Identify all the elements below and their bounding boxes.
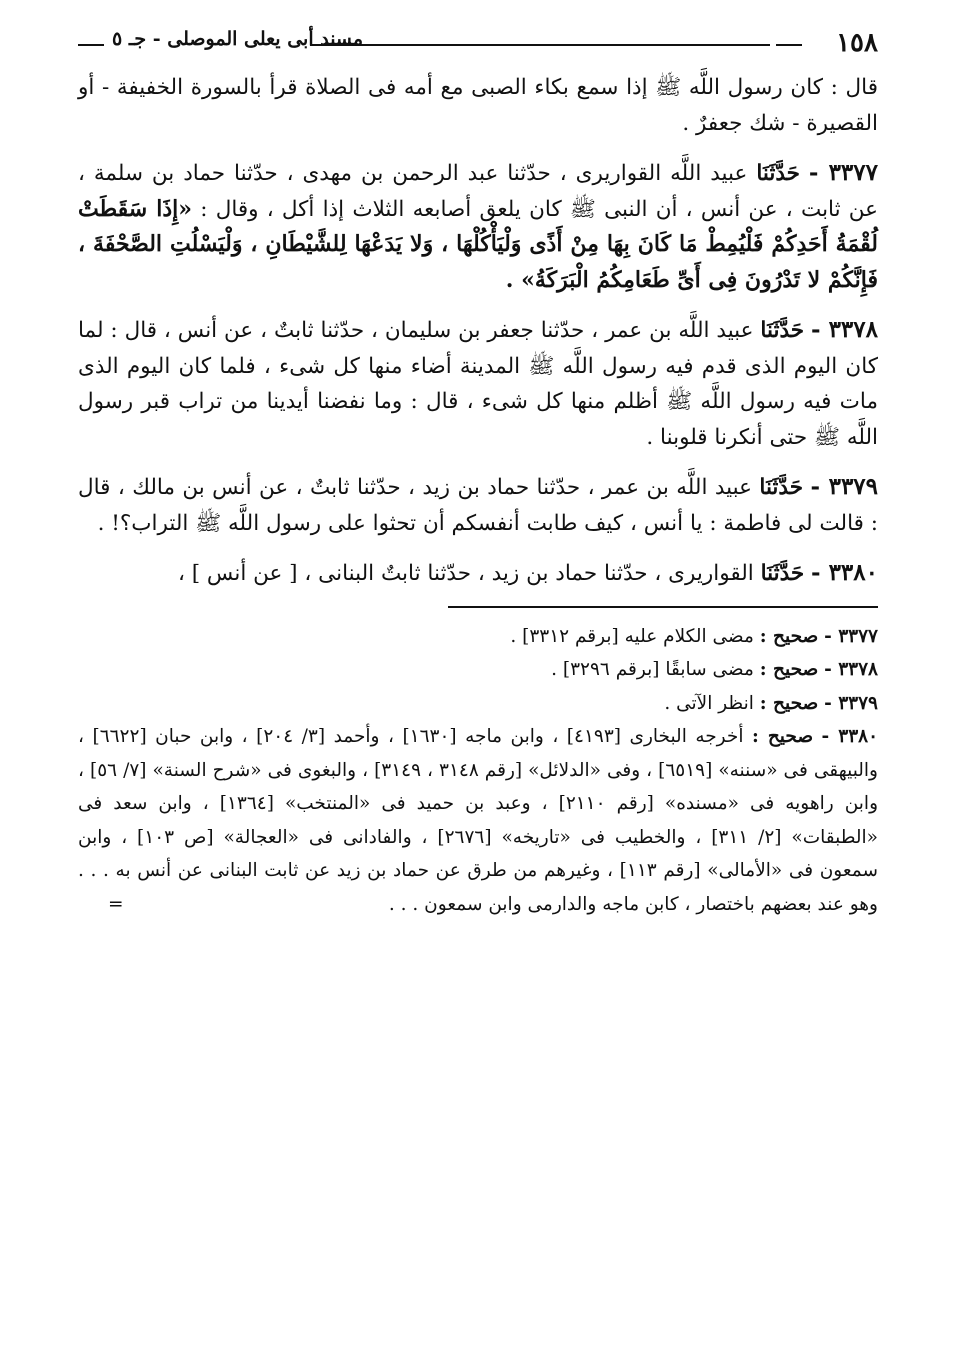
hadith-3378 bbox=[78, 312, 878, 455]
footnote-number: ٣٣٨٠ - bbox=[821, 726, 879, 747]
book-page bbox=[78, 26, 878, 1346]
hadith-matn: «إِذَا سَقَطَتْ لُقْمَةُ أَحَدِكُمْ فَلْيُمِطْ مَا كَانَ بِهَا مِنْ أَذًى وَلْيَأْكُلْهَا ، وَلا يَدَعْهَا لِلشَّيْطَانِ ، وَلْيَسْلُتِ الصَّحْفَةَ ، فَإِنَّكُمْ لا تَدْرُونَ فِى أَىِّ طَعَامِكُمُ الْبَرَكَةُ» . bbox=[78, 195, 878, 293]
main-text bbox=[78, 70, 878, 592]
footnote-3378 bbox=[78, 653, 878, 687]
haddathana-word: حَدَّثَنَا bbox=[756, 161, 800, 186]
haddathana-word: حَدَّثَنَا bbox=[759, 475, 803, 500]
footnote-number: ٣٣٧٩ - bbox=[824, 692, 878, 714]
footnote-3379 bbox=[78, 687, 878, 721]
footnote-3377 bbox=[78, 620, 878, 654]
page-number: ١٥٨ bbox=[836, 28, 878, 58]
intro-paragraph: قال : كان رسول اللَّه ﷺ إذا سمع بكاء الصبى مع أمه فى الصلاة قرأ بالسورة الخفيفة - أو القصيرة - شك جعفرٌ . bbox=[78, 75, 878, 136]
footnote-text: مضى سابقًا [برقم ٣٢٩٦] . bbox=[551, 659, 754, 680]
hadith-text: عبيد اللَّه بن عمر ، حدّثنا حماد بن زيد ، حدّثنا ثابتٌ ، عن أنس بن مالك ، قال : قالت لى فاطمة : يا أنس ، كيف طابت أنفسكم أن تحثوا على رسول اللَّه ﷺ التراب؟! . bbox=[78, 475, 878, 536]
hadith-isnad: عبيد اللَّه القواريرى ، حدّثنا عبد الرحمن بن مهدى ، حدّثنا حماد بن سلمة ، عن ثابت ، عن أنس ، أن النبى ﷺ كان يلعق أصابعه الثلاث إذا أكل ، وقال : bbox=[78, 161, 878, 222]
footnote-grade: صحيح : bbox=[751, 726, 814, 747]
footnote-grade: صحيح : bbox=[759, 625, 819, 647]
hadith-text: القواريرى ، حدّثنا حماد بن زيد ، حدّثنا ثابتٌ البنانى ، [ عن أنس ] ، bbox=[177, 561, 754, 586]
continuation-mark: = bbox=[108, 893, 124, 915]
hadith-number: ٣٣٧٨ - bbox=[810, 316, 878, 343]
footnote-grade: صحيح : bbox=[759, 692, 819, 714]
header-dash-left bbox=[78, 44, 104, 46]
haddathana-word: حَدَّثَنَا bbox=[760, 318, 805, 343]
footnote-separator bbox=[448, 606, 878, 608]
running-title: مسند أبى يعلى الموصلى - جـ ٥ bbox=[112, 28, 364, 50]
footnote-text: مضى الكلام عليه [برقم ٣٣١٢] . bbox=[510, 625, 754, 647]
header-dash-right bbox=[776, 44, 802, 46]
footnote-grade: صحيح : bbox=[759, 659, 819, 680]
hadith-number: ٣٣٧٧ - bbox=[808, 159, 878, 186]
footnote-number: ٣٣٧٨ - bbox=[824, 659, 878, 680]
hadith-text: عبيد اللَّه بن عمر ، حدّثنا جعفر بن سليمان ، حدّثنا ثابتٌ ، عن أنس ، قال : لما كان اليوم الذى قدم فيه رسول اللَّه ﷺ المدينة أضاء منها كل شىء ، فلما كان اليوم الذى مات فيه رسول اللَّه ﷺ أظلم منها كل شىء ، قال : وما نفضنا أيدينا من تراب قبر رسول اللَّه ﷺ حتى أنكرنا قلوبنا . bbox=[78, 318, 878, 450]
footnotes bbox=[78, 620, 878, 922]
footnote-number: ٣٣٧٧ - bbox=[824, 625, 878, 647]
footnote-3380 bbox=[78, 720, 878, 921]
hadith-number: ٣٣٧٩ - bbox=[810, 473, 879, 500]
hadith-3377 bbox=[78, 155, 878, 298]
footnote-text: أخرجه البخارى [٤١٩٣] ، وابن ماجه [١٦٣٠] ، وأحمد [٣/ ٢٠٤] ، وابن حبان [٦٦٢٢] ، والبيهقى فى «سننه» [٦٥١٩] ، وفى «الدلائل» [رقم ٣١٤٨ ، ٣١٤٩] ، والبغوى فى «شرح السنة» [٧/ ٥٦] ، وابن راهويه فى «مسنده» [رقم ٢١١٠] ، وعبد بن حميد فى «المنتخب» [١٣٦٤] ، وابن سعد فى «الطبقات» [٢/ ٣١١] ، والخطيب فى «تاريخه» [٢٦٧٦] ، والفادانى فى «العجالة» [ص ١٠٣] ، وابن سمعون فى «الأمالى» [رقم ١١٣] ، وغيرهم من طرق عن حماد بن زيد عن ثابت البنانى عن أنس به . . . وهو عند بعضهم باختصار ، كابن ماجه والدارمى وابن سمعون . . . bbox=[78, 726, 879, 915]
hadith-3379 bbox=[78, 469, 878, 541]
hadith-number: ٣٣٨٠ - bbox=[811, 559, 878, 586]
hadith-3380 bbox=[78, 555, 878, 592]
haddathana-word: حَدَّثَنَا bbox=[760, 561, 805, 586]
running-header bbox=[78, 26, 878, 70]
header-rule bbox=[310, 44, 770, 46]
footnote-text: انظر الآتى . bbox=[664, 692, 754, 714]
